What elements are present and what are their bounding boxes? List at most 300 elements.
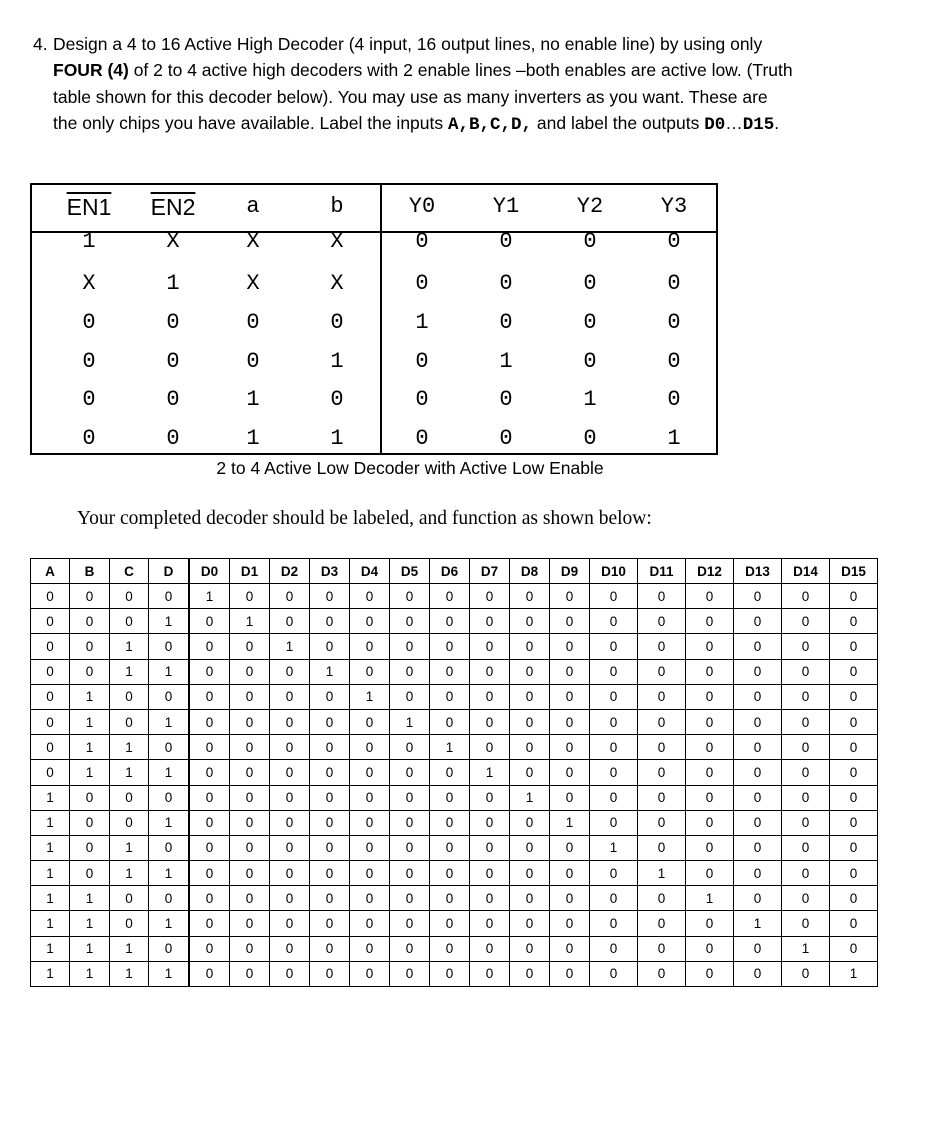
table-cell: 0 (149, 684, 190, 709)
table-cell: 0 (230, 886, 270, 911)
inputs-label: A,B,C,D, (448, 115, 533, 136)
decoder-cell: 0 (583, 229, 597, 254)
table-cell: 0 (686, 861, 734, 886)
table-cell: 0 (638, 584, 686, 609)
table-cell: 0 (31, 609, 70, 634)
table-cell: 0 (149, 735, 190, 760)
table-cell: 0 (31, 709, 70, 734)
decoder-cell: 0 (499, 310, 513, 335)
table-cell: 0 (270, 709, 310, 734)
table-cell: 1 (70, 760, 110, 785)
table-cell: 0 (70, 584, 110, 609)
table-cell: 0 (734, 936, 782, 961)
table-cell: 0 (510, 835, 550, 860)
table-cell: 0 (686, 785, 734, 810)
table-cell: 0 (230, 961, 270, 986)
full-table-header-row (31, 559, 878, 584)
table-cell: 0 (638, 709, 686, 734)
table-cell: 0 (638, 634, 686, 659)
table-cell: 0 (734, 684, 782, 709)
table-row (31, 936, 878, 961)
table-cell: 0 (686, 735, 734, 760)
table-cell: 0 (70, 861, 110, 886)
table-cell: 0 (686, 709, 734, 734)
table-cell: 0 (110, 911, 149, 936)
table-cell: 0 (270, 760, 310, 785)
table-cell: 0 (310, 634, 350, 659)
table-cell: 0 (830, 634, 878, 659)
table-cell: 0 (686, 911, 734, 936)
table-cell: 0 (550, 835, 590, 860)
table-cell: 0 (830, 584, 878, 609)
table-cell: 0 (510, 684, 550, 709)
table-cell: 0 (638, 785, 686, 810)
table-cell: 1 (310, 659, 350, 684)
table-cell: 0 (230, 709, 270, 734)
table-cell: 0 (310, 886, 350, 911)
table-cell: 0 (430, 785, 470, 810)
table-cell: 0 (31, 634, 70, 659)
table-cell: 0 (782, 861, 830, 886)
table-cell: 0 (390, 785, 430, 810)
table-cell: 0 (686, 659, 734, 684)
table-cell: 0 (230, 785, 270, 810)
table-cell: 1 (230, 609, 270, 634)
table-cell: 1 (31, 835, 70, 860)
table-cell: 0 (510, 961, 550, 986)
table-cell: 0 (470, 810, 510, 835)
table-cell: 1 (110, 634, 149, 659)
table-cell: 0 (470, 684, 510, 709)
full-header-d12: D12 (686, 559, 734, 584)
table-cell: 0 (830, 861, 878, 886)
table-cell: 0 (590, 684, 638, 709)
table-cell: 0 (350, 634, 390, 659)
table-cell: 0 (470, 861, 510, 886)
table-cell: 0 (470, 634, 510, 659)
table-cell: 1 (31, 886, 70, 911)
table-cell: 0 (830, 609, 878, 634)
table-cell: 1 (390, 709, 430, 734)
table-cell: 1 (782, 936, 830, 961)
problem-statement (33, 31, 793, 139)
table-cell: 1 (350, 684, 390, 709)
table-cell: 0 (470, 936, 510, 961)
full-header-d15: D15 (830, 559, 878, 584)
decoder-header-y0: Y0 (408, 194, 436, 219)
table-cell: 0 (470, 609, 510, 634)
table-cell: 0 (686, 584, 734, 609)
decoder-cell: 0 (499, 387, 513, 412)
table-cell: 0 (734, 634, 782, 659)
table-cell: 0 (390, 609, 430, 634)
decoder-cell: 0 (166, 349, 180, 374)
table-cell: 0 (510, 810, 550, 835)
table-cell: 0 (638, 735, 686, 760)
table-row (31, 709, 878, 734)
table-cell: 0 (350, 584, 390, 609)
table-cell: 1 (149, 760, 190, 785)
table-row (31, 760, 878, 785)
table-cell: 0 (230, 684, 270, 709)
table-cell: 0 (350, 659, 390, 684)
table-cell: 0 (430, 961, 470, 986)
table-cell: 0 (390, 810, 430, 835)
table-row (31, 634, 878, 659)
table-cell: 0 (550, 886, 590, 911)
full-header-d8: D8 (510, 559, 550, 584)
table-row (31, 961, 878, 986)
table-cell: 0 (270, 835, 310, 860)
table-cell: 0 (590, 634, 638, 659)
decoder-cell: 0 (499, 426, 513, 451)
problem-text-2: of 2 to 4 active high decoders with 2 enable lines –both enables are active low. (Truth table shown for this decoder below). You may use as many inverters as you want. These are the only chips you have available. Label the inputs (53, 60, 793, 134)
table-cell: 0 (470, 709, 510, 734)
full-header-d11: D11 (638, 559, 686, 584)
table-cell: 0 (686, 936, 734, 961)
table-cell: 0 (430, 584, 470, 609)
table-cell: 0 (550, 936, 590, 961)
decoder-cell: 0 (330, 310, 344, 335)
problem-text-3: and label the outputs (532, 113, 705, 134)
table-cell: 0 (110, 684, 149, 709)
table-cell: 0 (734, 584, 782, 609)
table-cell: 0 (110, 709, 149, 734)
table-cell: 1 (110, 835, 149, 860)
table-cell: 0 (390, 684, 430, 709)
table-cell: 0 (510, 709, 550, 734)
table-cell: 0 (470, 735, 510, 760)
table-cell: 0 (830, 936, 878, 961)
table-cell: 0 (31, 584, 70, 609)
table-cell: 0 (350, 785, 390, 810)
table-row (31, 810, 878, 835)
table-cell: 0 (590, 961, 638, 986)
table-cell: 0 (590, 735, 638, 760)
table-cell: 0 (270, 886, 310, 911)
table-cell: 0 (390, 861, 430, 886)
table-cell: 0 (510, 609, 550, 634)
decoder-cell: 0 (583, 349, 597, 374)
table-cell: 0 (510, 861, 550, 886)
problem-period: . (774, 113, 780, 134)
table-cell: 1 (31, 810, 70, 835)
table-row (31, 835, 878, 860)
table-cell: 0 (782, 659, 830, 684)
table-cell: 1 (70, 684, 110, 709)
table-cell: 0 (830, 735, 878, 760)
table-cell: 0 (310, 584, 350, 609)
decoder-cell: 1 (499, 349, 513, 374)
table-cell: 0 (686, 634, 734, 659)
decoder-cell: 0 (246, 349, 260, 374)
table-cell: 0 (390, 835, 430, 860)
table-cell: 0 (390, 584, 430, 609)
table-cell: 0 (590, 886, 638, 911)
decoder-cell: X (330, 271, 344, 296)
table-cell: 0 (510, 584, 550, 609)
full-header-c: C (110, 559, 149, 584)
decoder-cell: 0 (166, 426, 180, 451)
table-cell: 0 (734, 760, 782, 785)
table-cell: 0 (830, 785, 878, 810)
table-cell: 0 (830, 684, 878, 709)
full-header-d6: D6 (430, 559, 470, 584)
table-cell: 0 (310, 861, 350, 886)
table-cell: 0 (734, 835, 782, 860)
decoder-cell: 1 (246, 387, 260, 412)
table-row (31, 911, 878, 936)
table-cell: 0 (430, 886, 470, 911)
full-header-a: A (31, 559, 70, 584)
decoder-header-y1: Y1 (492, 194, 520, 219)
table-cell: 0 (189, 936, 230, 961)
table-cell: 0 (550, 735, 590, 760)
table-cell: 0 (70, 835, 110, 860)
decoder-cell: X (246, 229, 260, 254)
decoder-cell: 1 (415, 310, 429, 335)
table-cell: 1 (70, 735, 110, 760)
problem-body (47, 31, 793, 139)
table-cell: 0 (310, 735, 350, 760)
decoder-cell: 1 (82, 229, 96, 254)
decoder-cell: 0 (166, 310, 180, 335)
decoder-cell: 0 (166, 387, 180, 412)
table-cell: 0 (350, 735, 390, 760)
table-cell: 0 (638, 886, 686, 911)
full-header-d1: D1 (230, 559, 270, 584)
table-cell: 0 (230, 735, 270, 760)
table-cell: 0 (734, 886, 782, 911)
full-header-d: D (149, 559, 190, 584)
table-cell: 0 (310, 961, 350, 986)
table-cell: 0 (734, 659, 782, 684)
table-cell: 0 (230, 810, 270, 835)
table-cell: 1 (31, 861, 70, 886)
decoder-cell: 0 (583, 426, 597, 451)
table-cell: 0 (350, 936, 390, 961)
table-cell: 0 (782, 609, 830, 634)
full-header-d14: D14 (782, 559, 830, 584)
table-cell: 0 (310, 609, 350, 634)
table-cell: 1 (638, 861, 686, 886)
table-cell: 0 (550, 961, 590, 986)
table-cell: 0 (31, 735, 70, 760)
table-cell: 0 (590, 760, 638, 785)
table-cell: 0 (830, 760, 878, 785)
table-cell: 0 (782, 709, 830, 734)
full-table-body (31, 584, 878, 987)
table-cell: 0 (149, 886, 190, 911)
table-cell: 0 (390, 659, 430, 684)
table-cell: 0 (590, 936, 638, 961)
table-cell: 0 (734, 785, 782, 810)
table-cell: 0 (510, 735, 550, 760)
table-cell: 0 (782, 961, 830, 986)
table-row (31, 584, 878, 609)
completed-instruction: Your completed decoder should be labeled, and function as shown below: (77, 508, 652, 529)
decoder-table-caption: 2 to 4 Active Low Decoder with Active Low Enable (216, 458, 604, 478)
table-cell: 0 (270, 961, 310, 986)
table-cell: 0 (830, 659, 878, 684)
table-cell: 0 (550, 634, 590, 659)
table-cell: 0 (430, 861, 470, 886)
table-cell: 0 (782, 634, 830, 659)
table-cell: 0 (189, 785, 230, 810)
table-cell: 0 (430, 911, 470, 936)
table-cell: 0 (189, 760, 230, 785)
table-cell: 0 (734, 709, 782, 734)
table-cell: 0 (638, 911, 686, 936)
table-cell: 1 (470, 760, 510, 785)
table-cell: 0 (734, 735, 782, 760)
table-row (31, 886, 878, 911)
table-cell: 0 (189, 609, 230, 634)
table-cell: 0 (31, 684, 70, 709)
table-cell: 1 (149, 810, 190, 835)
table-cell: 0 (310, 835, 350, 860)
table-cell: 0 (470, 961, 510, 986)
table-cell: 0 (686, 684, 734, 709)
table-cell: 0 (782, 911, 830, 936)
decoder-cell: 0 (583, 310, 597, 335)
table-cell: 0 (189, 684, 230, 709)
table-cell: 0 (189, 634, 230, 659)
table-cell: 0 (550, 609, 590, 634)
table-cell: 0 (590, 911, 638, 936)
table-cell: 0 (430, 659, 470, 684)
table-cell: 0 (110, 584, 149, 609)
table-cell: 1 (686, 886, 734, 911)
decoder-truth-table (30, 183, 718, 455)
table-cell: 0 (470, 659, 510, 684)
decoder-cell: 1 (166, 271, 180, 296)
table-cell: 0 (70, 634, 110, 659)
table-cell: 0 (470, 584, 510, 609)
problem-text-1: Design a 4 to 16 Active High Decoder (4 input, 16 output lines, no enable line) by using only (53, 34, 763, 54)
decoder-header-en1: EN1 (66, 194, 112, 220)
decoder-cell: 0 (667, 349, 681, 374)
table-cell: 0 (782, 684, 830, 709)
table-cell: 0 (430, 936, 470, 961)
table-cell: 0 (189, 911, 230, 936)
table-cell: 1 (110, 735, 149, 760)
table-cell: 0 (270, 861, 310, 886)
decoder-cell: 1 (583, 387, 597, 412)
table-cell: 0 (510, 911, 550, 936)
table-cell: 0 (638, 659, 686, 684)
table-cell: 0 (189, 886, 230, 911)
table-cell: 0 (350, 810, 390, 835)
table-cell: 0 (550, 861, 590, 886)
table-cell: 0 (310, 936, 350, 961)
table-cell: 0 (782, 886, 830, 911)
table-cell: 0 (270, 684, 310, 709)
table-cell: 0 (270, 810, 310, 835)
table-cell: 1 (70, 886, 110, 911)
table-cell: 0 (830, 810, 878, 835)
decoder-cell: 0 (583, 271, 597, 296)
table-cell: 1 (110, 760, 149, 785)
table-cell: 0 (189, 810, 230, 835)
table-cell: 1 (31, 785, 70, 810)
table-cell: 0 (638, 810, 686, 835)
table-cell: 1 (70, 936, 110, 961)
table-cell: 0 (149, 835, 190, 860)
decoder-cell: 1 (246, 426, 260, 451)
table-cell: 0 (430, 634, 470, 659)
table-cell: 0 (350, 760, 390, 785)
table-cell: 0 (270, 911, 310, 936)
decoder-header-b: b (330, 194, 344, 219)
table-cell: 0 (149, 634, 190, 659)
table-cell: 1 (31, 961, 70, 986)
table-cell: 0 (189, 735, 230, 760)
table-row (31, 684, 878, 709)
table-cell: 0 (830, 709, 878, 734)
decoder-cell: 0 (246, 310, 260, 335)
full-header-d13: D13 (734, 559, 782, 584)
table-cell: 0 (310, 911, 350, 936)
table-cell: 0 (510, 634, 550, 659)
table-cell: 0 (230, 861, 270, 886)
table-cell: 0 (270, 609, 310, 634)
table-cell: 0 (149, 936, 190, 961)
decoder-cell: 0 (415, 349, 429, 374)
table-cell: 0 (31, 659, 70, 684)
table-cell: 0 (390, 961, 430, 986)
table-cell: 0 (230, 835, 270, 860)
table-cell: 0 (390, 911, 430, 936)
table-cell: 0 (734, 810, 782, 835)
table-cell: 0 (310, 785, 350, 810)
problem-number: 4. (33, 34, 48, 54)
decoder-cell: 0 (82, 349, 96, 374)
table-cell: 0 (430, 609, 470, 634)
table-cell: 0 (638, 961, 686, 986)
table-cell: 0 (110, 810, 149, 835)
table-cell: 1 (430, 735, 470, 760)
outputs-label-start: D0 (704, 115, 726, 136)
table-cell: 0 (70, 785, 110, 810)
table-cell: 0 (270, 584, 310, 609)
table-cell: 0 (510, 659, 550, 684)
table-cell: 0 (70, 810, 110, 835)
full-header-b: B (70, 559, 110, 584)
table-cell: 0 (734, 861, 782, 886)
table-cell: 0 (734, 609, 782, 634)
table-cell: 0 (350, 886, 390, 911)
full-header-d5: D5 (390, 559, 430, 584)
decoder-cell: 0 (415, 271, 429, 296)
table-cell: 0 (470, 785, 510, 810)
table-cell: 1 (70, 709, 110, 734)
table-cell: 0 (70, 609, 110, 634)
decoder-cell: 0 (330, 387, 344, 412)
outputs-ellipsis: … (725, 113, 743, 134)
table-cell: 0 (270, 785, 310, 810)
decoder-cell: 0 (82, 426, 96, 451)
table-cell: 0 (590, 785, 638, 810)
decoder-cell: X (166, 229, 180, 254)
table-cell: 0 (310, 709, 350, 734)
table-cell: 0 (310, 810, 350, 835)
table-cell: 0 (430, 810, 470, 835)
table-cell: 1 (590, 835, 638, 860)
table-cell: 0 (638, 609, 686, 634)
table-cell: 0 (110, 886, 149, 911)
table-cell: 0 (350, 861, 390, 886)
